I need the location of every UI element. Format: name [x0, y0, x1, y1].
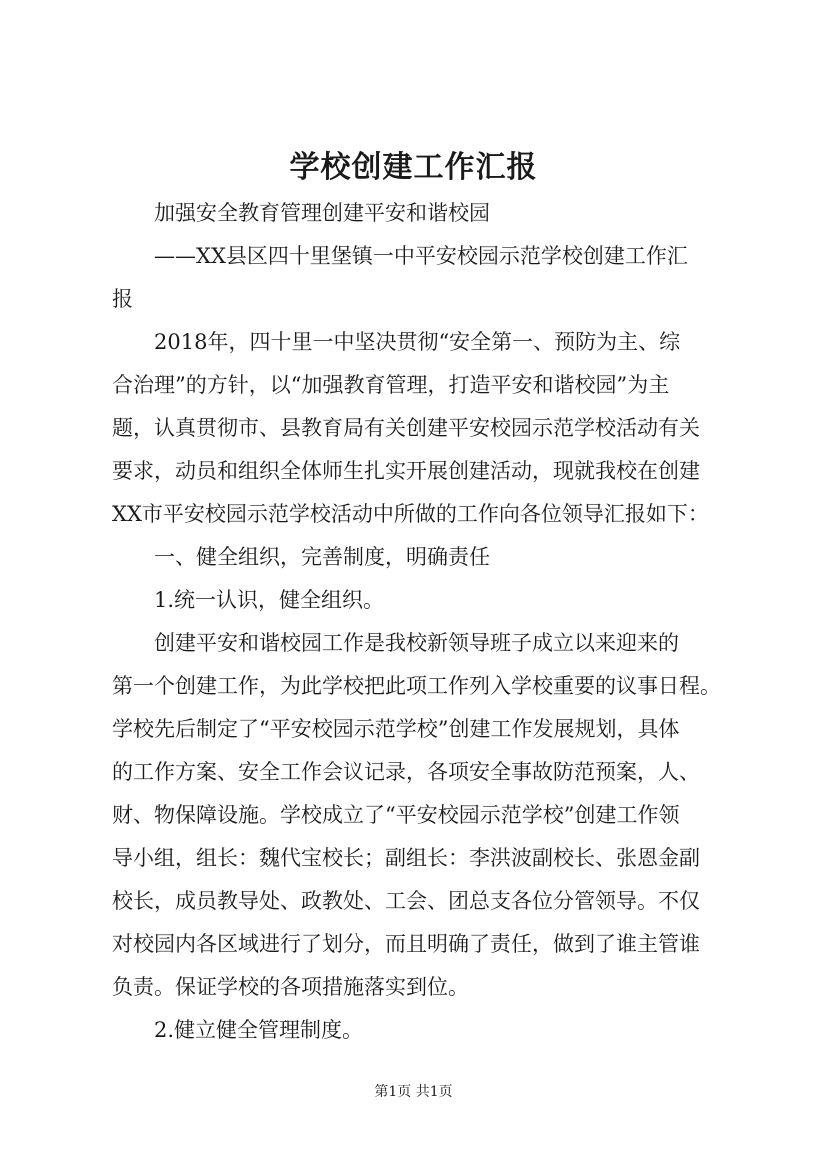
paragraph-line: 财、物保障设施。学校成立了“平安校园示范学校”创建工作领 — [112, 803, 680, 827]
paragraph-line: 导小组，组长：魏代宝校长；副组长：李洪波副校长、张恩金副 — [112, 846, 700, 870]
subsection-heading: 1.统一认识，健全组织。 — [154, 588, 385, 612]
section-heading: 一、健全组织，完善制度，明确责任 — [154, 545, 490, 569]
subsection-heading: 2.健立健全管理制度。 — [154, 1018, 364, 1042]
subtitle-dash-line: ——XX县区四十里堡镇一中平安校园示范学校创建工作汇 — [154, 244, 688, 268]
paragraph-line: XX市平安校园示范学校活动中所做的工作向各位领导汇报如下： — [112, 502, 709, 526]
paragraph-line: 题，认真贯彻市、县教育局有关创建平安校园示范学校活动有关 — [112, 416, 700, 440]
subtitle-line: 加强安全教育管理创建平安和谐校园 — [154, 201, 490, 225]
document-title: 学校创建工作汇报 — [289, 150, 538, 185]
subtitle-continuation: 报 — [112, 287, 133, 311]
paragraph-line: 2018年，四十里一中坚决贯彻“安全第一、预防为主、综 — [154, 330, 681, 354]
paragraph-line: 创建平安和谐校园工作是我校新领导班子成立以来迎来的 — [154, 631, 679, 655]
page-footer: 第1页 共1页 — [374, 1084, 453, 1100]
paragraph-line: 校长，成员教导处、政教处、工会、团总支各位分管领导。不仅 — [112, 889, 700, 913]
paragraph-line: 的工作方案、安全工作会议记录，各项安全事故防范预案，人、 — [112, 760, 700, 784]
paragraph-line: 第一个创建工作，为此学校把此项工作列入学校重要的议事日程。 — [112, 674, 721, 698]
paragraph-line: 要求，动员和组织全体师生扎实开展创建活动，现就我校在创建 — [112, 459, 700, 483]
paragraph-line: 学校先后制定了“平安校园示范学校”创建工作发展规划，具体 — [112, 717, 680, 741]
paragraph-line: 对校园内各区域进行了划分，而且明确了责任，做到了谁主管谁 — [112, 932, 700, 956]
paragraph-line: 负责。保证学校的各项措施落实到位。 — [112, 975, 469, 999]
paragraph-line: 合治理”的方针，以“加强教育管理，打造平安和谐校园”为主 — [112, 373, 670, 397]
